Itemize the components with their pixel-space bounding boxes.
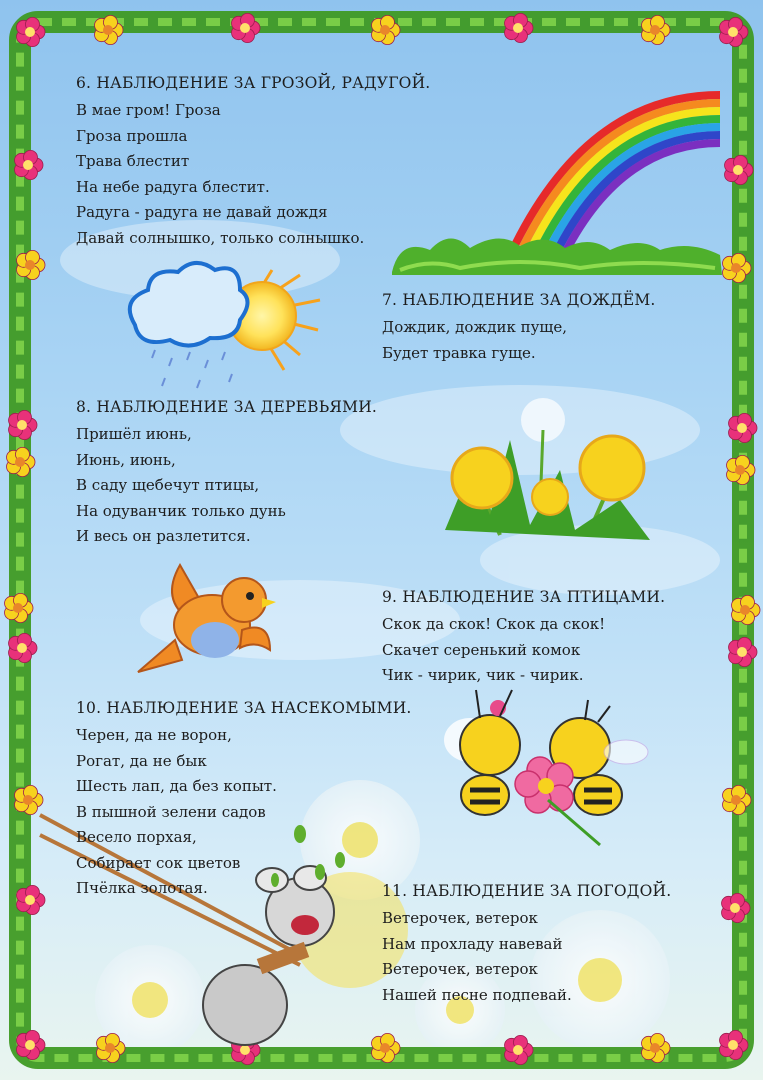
bees-icon: [444, 690, 648, 845]
section-weather: [382, 882, 671, 1008]
section-birds: [382, 588, 665, 689]
dandelion-icon: [445, 398, 650, 540]
section-insects: [76, 699, 412, 902]
poem-line: Ветерочек, ветерок: [382, 909, 538, 927]
poem-line: Нашей песне подпевай.: [382, 985, 572, 1004]
section-title: 6. НАБЛЮДЕНИЕ ЗА ГРОЗОЙ, РАДУГОЙ.: [76, 74, 431, 92]
poem-line: Июнь, июнь,: [76, 450, 176, 469]
poem-line: Пришёл июнь,: [76, 425, 192, 443]
poem-line: И весь он разлетится.: [76, 527, 251, 545]
poem-line: Дождик, дождик пуще,: [382, 318, 568, 336]
section-title: 10. НАБЛЮДЕНИЕ ЗА НАСЕКОМЫМИ.: [76, 699, 412, 717]
section-title: 8. НАБЛЮДЕНИЕ ЗА ДЕРЕВЬЯМИ.: [76, 398, 378, 416]
poem-line: Радуга - радуга не давай дождя: [76, 203, 328, 221]
section-title: 9. НАБЛЮДЕНИЕ ЗА ПТИЦАМИ.: [382, 588, 666, 606]
poem-line: Чик - чирик, чик - чирик.: [382, 666, 584, 684]
poem-line: Нам прохладу навевай: [382, 934, 563, 953]
poem-line: Будет травка гуще.: [382, 343, 536, 362]
poem-line: Скок да скок! Скок да скок!: [382, 615, 606, 633]
poem-line: Гроза прошла: [76, 126, 188, 145]
poem-line: Скачет серенький комок: [382, 640, 581, 659]
poem-line: Ветерочек, ветерок: [382, 960, 538, 978]
poem-line: Черен, да не ворон,: [76, 726, 232, 744]
poem-line: В пышной зелени садов: [76, 802, 266, 821]
poem-line: Рогат, да не бык: [76, 751, 207, 770]
poem-line: Весело порхая,: [76, 828, 197, 846]
section-thunderstorm: [76, 74, 430, 251]
section-title: 7. НАБЛЮДЕНИЕ ЗА ДОЖДЁМ.: [382, 291, 656, 309]
poem-line: На одуванчик только дунь: [76, 501, 286, 520]
poem-line: Собирает сок цветов: [76, 853, 241, 872]
section-rain: [382, 291, 656, 366]
poem-line: На небе радуга блестит.: [76, 177, 270, 196]
poem-line: В мае гром! Гроза: [76, 101, 221, 119]
poem-line: Шесть лап, да без копыт.: [76, 777, 277, 795]
section-title: 11. НАБЛЮДЕНИЕ ЗА ПОГОДОЙ.: [382, 882, 672, 900]
poem-line: В саду щебечут птицы,: [76, 476, 260, 494]
poem-line: Трава блестит: [76, 152, 190, 170]
bird-icon: [138, 565, 276, 672]
rainbow-icon: [392, 95, 722, 275]
poem-line: Пчёлка золотая.: [76, 879, 208, 897]
section-trees: [76, 398, 377, 550]
cloud-sun-icon: [130, 263, 320, 388]
poem-line: Давай солнышко, только солнышко.: [76, 228, 365, 247]
